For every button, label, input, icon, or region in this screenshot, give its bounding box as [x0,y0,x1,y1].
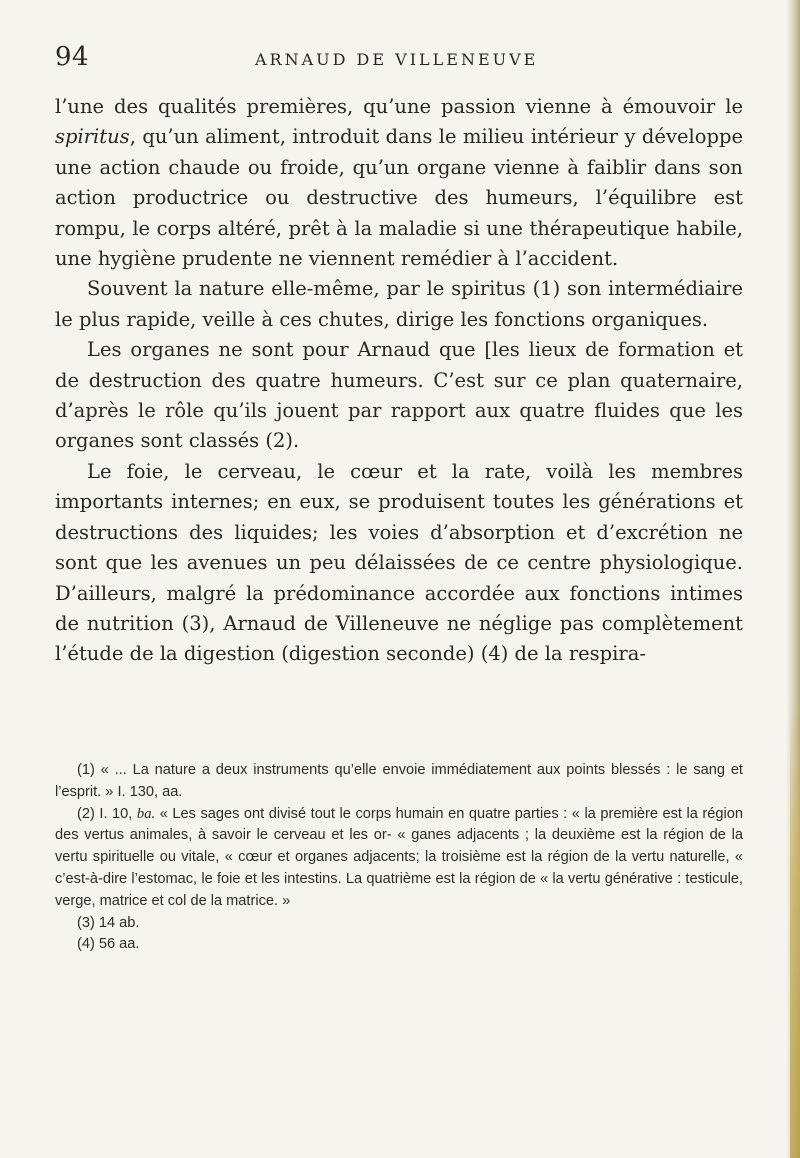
main-text [55,92,743,670]
paragraph-3: Les organes ne sont pour Arnaud que [les lieux de formation et de destruction des quatre humeurs. C’est sur ce plan quaternaire, d’après le rôle qu’ils jouent par rapport aux quatre fluides que les organes sont classés (2). [55,338,743,453]
running-head: ARNAUD DE VILLENEUVE [255,50,539,69]
page-edge-stain [790,700,800,1158]
footnote-2-text: « Les sages ont divisé tout le corps humain en quatre parties : « la première est la région des vertus animales, à savoir le cerveau et les or- « ganes adjacents ; la deuxième est la région de la vertu spirituelle ou vitale, « cœur et organes adjacents; la troisième est la région de la vertu naturelle, « c’est-à-dire l’estomac, le foie et les intestins. La quatrième est la région de « la vertu générative : testicule, verge, matrice et col de la matrice. » [55,805,743,909]
paragraph-1-start: l’une des qualités premières, qu’une passion vienne à émouvoir le [55,95,743,118]
footnote-2-ref-italic: ba. [136,805,156,822]
footnote-4: (4) 56 aa. [77,936,140,953]
footnote-2-ref: (2) I. 10, [77,805,137,822]
paragraph-1 [55,92,743,274]
spiritus-term: spiritus [55,125,130,149]
footnote-2 [55,804,743,913]
paragraph-2: Souvent la nature elle-même, par le spiritus (1) son intermédiaire le plus rapide, veille à ces chutes, dirige les fonctions organiques. [55,277,743,331]
page-number: 94 [55,42,90,72]
paragraph-4: Le foie, le cerveau, le cœur et la rate, voilà les membres importants internes; en eux, se produisent toutes les générations et destructions des liquides; les voies d’absorption et d’excrétion ne sont que les avenues un peu délaissées de ce centre physiologique. D’ailleurs, malgré la prédominance accordée aux fonctions intimes de nutrition (3), Arnaud de Villeneuve ne néglige pas complètement l’étude de la digestion (digestion seconde) (4) de la respira- [55,459,743,666]
paragraph-1-end: , qu’un aliment, introduit dans le milieu intérieur y développe une action chaude ou froide, qu’un organe vienne à faiblir dans son action productrice ou destructive des humeurs, l’équilibre est rompu, le corps altéré, prêt à la maladie si une thérapeutique habile, une hygiène prudente ne viennent remédier à l’accident. [55,125,743,271]
footnote-1: (1) « ... La nature a deux instruments qu’elle envoie immédiatement aux points blessés : le sang et l’esprit. » I. 130, aa. [55,762,743,800]
page-header [55,42,745,76]
footnote-3: (3) 14 ab. [77,914,140,931]
footnotes [55,760,743,956]
